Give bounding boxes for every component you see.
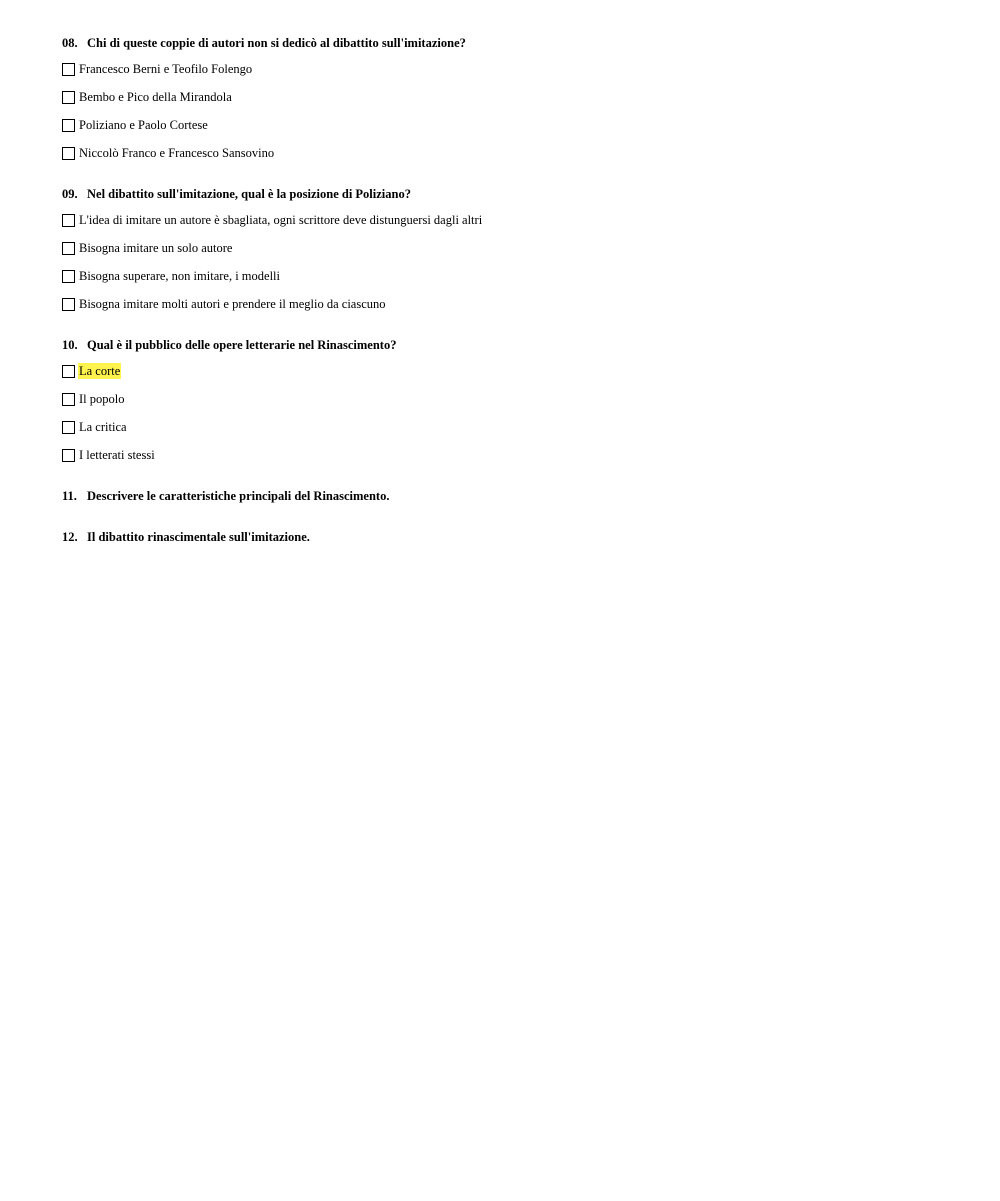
spacer [62, 475, 962, 488]
quiz-page [62, 35, 962, 555]
question-number: 11. [62, 489, 77, 503]
answer-option[interactable] [62, 145, 962, 161]
answer-option[interactable] [62, 391, 962, 407]
question-11 [62, 488, 962, 504]
question-number: 09. [62, 187, 78, 201]
question-text: Chi di queste coppie di autori non si dedicò al dibattito sull'imitazione? [87, 36, 466, 50]
answer-option[interactable] [62, 89, 962, 105]
answer-label: Il popolo [79, 392, 125, 406]
question-number: 10. [62, 338, 78, 352]
question-heading [62, 529, 962, 545]
checkbox[interactable] [62, 365, 75, 378]
spacer [62, 324, 962, 337]
answer-option[interactable] [62, 240, 962, 256]
checkbox[interactable] [62, 147, 75, 160]
answer-label: Bisogna imitare molti autori e prendere il meglio da ciascuno [79, 297, 386, 311]
answer-option[interactable] [62, 61, 962, 77]
question-text: Il dibattito rinascimentale sull'imitazione. [87, 530, 310, 544]
answer-option[interactable] [62, 419, 962, 435]
answer-label: Bisogna imitare un solo autore [79, 241, 233, 255]
checkbox[interactable] [62, 298, 75, 311]
question-text: Descrivere le caratteristiche principali del Rinascimento. [87, 489, 390, 503]
checkbox[interactable] [62, 119, 75, 132]
answer-label: Poliziano e Paolo Cortese [79, 118, 208, 132]
answer-option[interactable] [62, 268, 962, 284]
answer-option[interactable] [62, 363, 962, 379]
checkbox[interactable] [62, 270, 75, 283]
checkbox[interactable] [62, 242, 75, 255]
answer-option[interactable] [62, 117, 962, 133]
answer-option[interactable] [62, 447, 962, 463]
answer-option[interactable] [62, 212, 962, 228]
question-text: Nel dibattito sull'imitazione, qual è la posizione di Poliziano? [87, 187, 411, 201]
question-number: 08. [62, 36, 78, 50]
answer-option[interactable] [62, 296, 962, 312]
question-09 [62, 186, 962, 312]
answer-label: La corte [79, 364, 121, 378]
question-08 [62, 35, 962, 161]
question-text: Qual è il pubblico delle opere letterarie nel Rinascimento? [87, 338, 397, 352]
answer-label: Francesco Berni e Teofilo Folengo [79, 62, 253, 76]
checkbox[interactable] [62, 63, 75, 76]
answer-label: I letterati stessi [79, 448, 155, 462]
answer-label: Bembo e Pico della Mirandola [79, 90, 232, 104]
spacer [62, 173, 962, 186]
answer-label: Bisogna superare, non imitare, i modelli [79, 269, 280, 283]
question-12 [62, 529, 962, 545]
question-number: 12. [62, 530, 78, 544]
question-heading [62, 186, 962, 202]
checkbox[interactable] [62, 449, 75, 462]
checkbox[interactable] [62, 91, 75, 104]
question-10 [62, 337, 962, 463]
checkbox[interactable] [62, 214, 75, 227]
answer-label: L'idea di imitare un autore è sbagliata, ogni scrittore deve distunguersi dagli altri [79, 213, 483, 227]
checkbox[interactable] [62, 421, 75, 434]
spacer [62, 514, 962, 529]
question-heading [62, 488, 962, 504]
answer-label: La critica [79, 420, 127, 434]
question-heading [62, 35, 962, 51]
question-heading [62, 337, 962, 353]
answer-label: Niccolò Franco e Francesco Sansovino [79, 146, 275, 160]
checkbox[interactable] [62, 393, 75, 406]
